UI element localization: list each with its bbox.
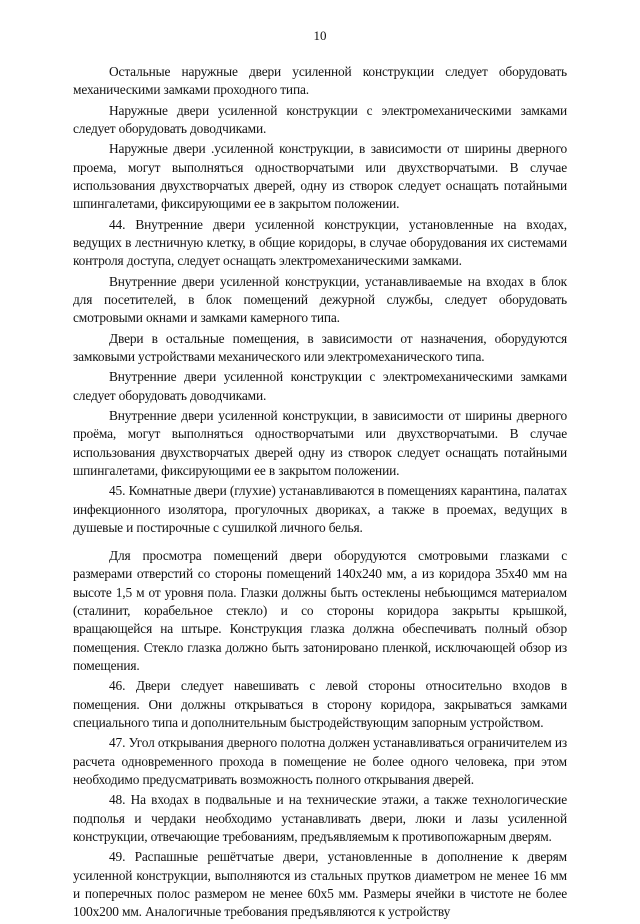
paragraph: Наружные двери .усиленной конструкции, в зависимости от ширины дверного проема, могут выполняться одностворчатыми или двухстворчатыми. В случае использования двухстворчатых дверей, одну из створок следует оснащать потайными шпингалетами, фиксирующими ее в закрытом положении.: [73, 141, 567, 212]
page-number: 10: [313, 28, 327, 43]
document-body: [73, 63, 567, 924]
paragraph: 48. На входах в подвальные и на технические этажи, а также технологические подполья и чердаки необходимо устанавливать двери, люки и лазы усиленной конструкции, отвечающие требованиям, предъявляемым к противопожарным дверям.: [73, 792, 567, 844]
paragraph: Наружные двери усиленной конструкции с электромеханическими замками следует оборудовать доводчиками.: [73, 102, 567, 136]
paragraph: Внутренние двери усиленной конструкции с электромеханическими замками следует оборудовать доводчиками.: [73, 369, 567, 403]
paragraph: Для просмотра помещений двери оборудуются смотровыми глазками с размерами отверстий со стороны помещений 140x240 мм, а из коридора 35x40 мм на высоте 1,5 м от уровня пола. Глазки должны быть остеклены небьющимся материалом (сталинит, корабельное стекло) и со стороны коридора закрыты крышкой, вращающейся на штыре. Конструкция глазка должна обеспечивать полный обзор помещения. Стекло глазка должно быть затонировано пленкой, исключающей обзор из помещения.: [73, 548, 567, 673]
paragraph: 45. Комнатные двери (глухие) устанавливаются в помещениях карантина, палатах инфекционного изолятора, прогулочных двориках, а также в проемах, ведущих в душевые и постирочные с сушилкой личного белья.: [73, 483, 567, 535]
paragraph: Остальные наружные двери усиленной конструкции следует оборудовать механическими замками проходного типа.: [73, 64, 567, 98]
paragraph: 44. Внутренние двери усиленной конструкции, установленные на входах, ведущих в лестничную клетку, в общие коридоры, в случае оборудования их системами контроля доступа, следует оснащать электромеханическими замками.: [73, 216, 567, 269]
paragraph: 49. Распашные решётчатые двери, установленные в дополнение к дверям усиленной конструкции, выполняются из стальных прутков диаметром не менее 16 мм и поперечных полос размером не менее 60x5 мм. Размеры ячейки в чистоте не более 100x200 мм. Аналогичные требования предъявляются к устройству: [73, 849, 567, 920]
paragraph: Внутренние двери усиленной конструкции, устанавливаемые на входах в блок для посетителей, в блок помещений дежурной службы, следует оборудовать смотровыми окнами и замками камерного типа.: [73, 273, 567, 326]
paragraph: Двери в остальные помещения, в зависимости от назначения, оборудуются замковыми устройствами механического или электромеханического типа.: [73, 330, 567, 364]
paragraph: 46. Двери следует навешивать с левой стороны относительно входов в помещения. Они должны открываться в сторону коридора, закрываться замками специального типа и дополнительным быстродействующим запорным устройством.: [73, 678, 567, 730]
paragraph: Внутренние двери усиленной конструкции, в зависимости от ширины дверного проёма, могут выполняться одностворчатыми или двухстворчатыми. В случае использования двухстворчатых дверей одну из створок следует оснащать потайными шпингалетами, фиксирующими ее в закрытом положении.: [73, 408, 567, 478]
paragraph: 47. Угол открывания дверного полотна должен устанавливаться ограничителем из расчета одновременного прохода в помещение не более одного человека, при этом необходимо предусматривать возможность полного открывания дверей.: [73, 735, 567, 787]
